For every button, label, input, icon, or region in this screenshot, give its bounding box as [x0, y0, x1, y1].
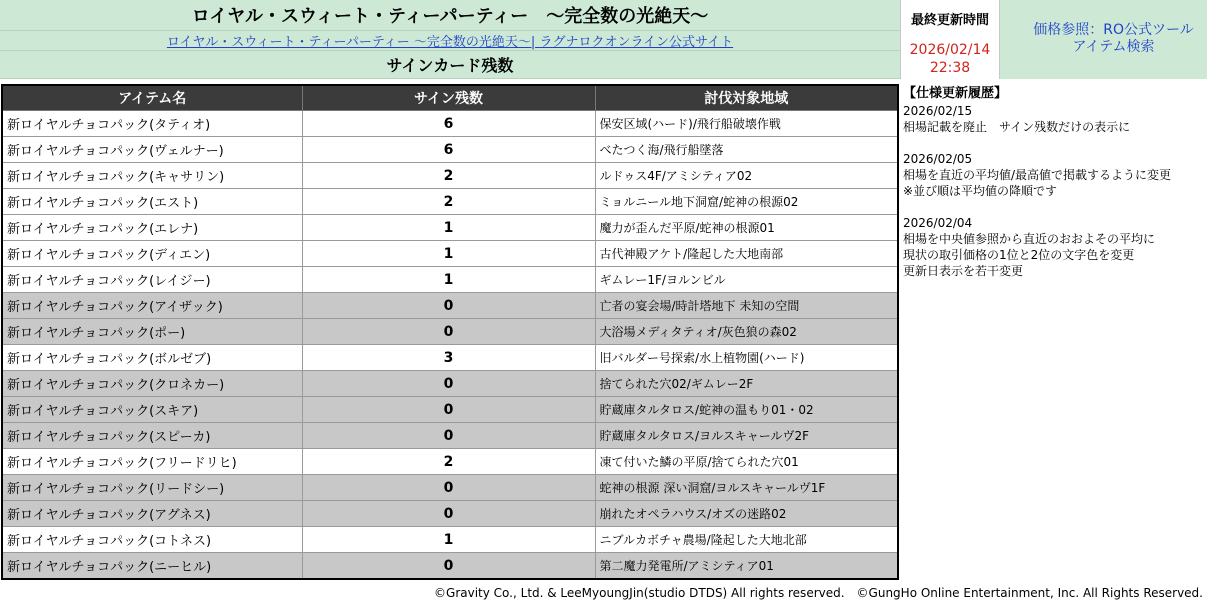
sign-count-cell: 2	[302, 449, 595, 475]
copyright-notice: ©Gravity Co., Ltd. & LeeMyoungJin(studio DTDS) All rights reserved. ©GungHo Online Entertainment, Inc. All Rights Reserved.	[434, 586, 1203, 600]
table-row	[2, 449, 898, 475]
target-area-cell: 亡者の宴会場/時計塔地下 未知の空間	[595, 293, 898, 319]
item-name-cell: 新ロイヤルチョコパック(スキア)	[2, 397, 302, 423]
history-entry-date: 2026/02/04	[903, 216, 973, 230]
target-area-cell: 古代神殿アケト/隆起した大地南部	[595, 241, 898, 267]
table-row	[2, 189, 898, 215]
sign-count-cell: 1	[302, 215, 595, 241]
table-row	[2, 267, 898, 293]
item-name-cell: 新ロイヤルチョコパック(ボルゼブ)	[2, 345, 302, 371]
history-entry-date: 2026/02/05	[903, 152, 973, 166]
sign-card-table	[1, 84, 899, 580]
item-name-cell: 新ロイヤルチョコパック(ヴェルナー)	[2, 137, 302, 163]
item-name-cell: 新ロイヤルチョコパック(レイジー)	[2, 267, 302, 293]
sign-count-cell: 0	[302, 397, 595, 423]
table-row	[2, 215, 898, 241]
target-area-cell: ミョルニール地下洞窟/蛇神の根源02	[595, 189, 898, 215]
sign-count-cell: 6	[302, 137, 595, 163]
official-site-link[interactable]: ロイヤル・スウィート・ティーパーティー ～完全数の光絶天～| ラグナロクオンライン公式サイト	[166, 35, 734, 50]
last-updated-label: 最終更新時間	[910, 13, 989, 28]
table-row	[2, 397, 898, 423]
sign-count-cell: 0	[302, 501, 595, 527]
item-name-cell: 新ロイヤルチョコパック(エスト)	[2, 189, 302, 215]
item-name-cell: 新ロイヤルチョコパック(タティオ)	[2, 111, 302, 137]
table-header-row	[2, 85, 898, 111]
header-sign-count: サイン残数	[302, 85, 595, 111]
history-entry	[903, 103, 1203, 135]
sign-count-cell: 2	[302, 189, 595, 215]
target-area-cell: 保安区域(ハード)/飛行船破壊作戦	[595, 111, 898, 137]
table-row	[2, 319, 898, 345]
history-entry-line: ※並び順は平均値の降順です	[903, 184, 1058, 198]
header-item-name: アイテム名	[2, 85, 302, 111]
table-row	[2, 501, 898, 527]
sign-count-cell: 6	[302, 111, 595, 137]
sign-count-cell: 0	[302, 293, 595, 319]
header-target-area: 討伐対象地域	[595, 85, 898, 111]
history-entry-date: 2026/02/15	[903, 104, 973, 118]
target-area-cell: ルドゥス4F/アミシティア02	[595, 163, 898, 189]
table-row	[2, 371, 898, 397]
item-name-cell: 新ロイヤルチョコパック(スピーカ)	[2, 423, 302, 449]
target-area-cell: 旧バルダー号探索/水上植物園(ハード)	[595, 345, 898, 371]
target-area-cell: 魔力が歪んだ平原/蛇神の根源01	[595, 215, 898, 241]
sign-count-cell: 0	[302, 553, 595, 580]
target-area-cell: 第二魔力発電所/アミシティア01	[595, 553, 898, 580]
table-row	[2, 345, 898, 371]
page-title: ロイヤル・スウィート・ティーパーティー ～完全数の光絶天～	[0, 0, 900, 31]
table-row	[2, 111, 898, 137]
sign-count-cell: 0	[302, 475, 595, 501]
item-name-cell: 新ロイヤルチョコパック(アグネス)	[2, 501, 302, 527]
table-row	[2, 293, 898, 319]
last-updated-date: 2026/02/14	[909, 42, 991, 58]
price-reference-line1[interactable]: 価格参照：RO公式ツール	[1033, 22, 1194, 38]
target-area-cell: 貯蔵庫タルタロス/蛇神の温もり01・02	[595, 397, 898, 423]
history-entry-line: 現状の取引価格の1位と2位の文字色を変更	[903, 248, 1135, 262]
target-area-cell: 大浴場メディタティオ/灰色狼の森02	[595, 319, 898, 345]
sign-count-cell: 0	[302, 319, 595, 345]
header-link-row	[0, 31, 900, 51]
spec-update-history	[903, 86, 1203, 295]
item-name-cell: 新ロイヤルチョコパック(アイザック)	[2, 293, 302, 319]
last-updated-box	[900, 0, 1000, 79]
history-title: 【仕様更新履歴】	[903, 86, 1008, 101]
history-entry-line: 相場を中央値参照から直近のおおよその平均に	[903, 232, 1156, 246]
sign-count-cell: 0	[302, 423, 595, 449]
target-area-cell: ニブルカボチャ農場/隆起した大地北部	[595, 527, 898, 553]
target-area-cell: 捨てられた穴02/ギムレー2F	[595, 371, 898, 397]
history-entry	[903, 151, 1203, 199]
table-row	[2, 527, 898, 553]
item-name-cell: 新ロイヤルチョコパック(ディエン)	[2, 241, 302, 267]
item-name-cell: 新ロイヤルチョコパック(コトネス)	[2, 527, 302, 553]
table-row	[2, 163, 898, 189]
table-row	[2, 423, 898, 449]
history-entry-line: 更新日表示を若干変更	[903, 264, 1024, 278]
table-row	[2, 475, 898, 501]
sign-count-cell: 1	[302, 241, 595, 267]
item-name-cell: 新ロイヤルチョコパック(フリードリヒ)	[2, 449, 302, 475]
history-entry-line: 相場を直近の平均値/最高値で掲載するように変更	[903, 168, 1172, 182]
target-area-cell: 崩れたオペラハウス/オズの迷路02	[595, 501, 898, 527]
target-area-cell: ギムレー1F/ヨルンビル	[595, 267, 898, 293]
sign-count-cell: 2	[302, 163, 595, 189]
history-entry	[903, 215, 1203, 279]
item-name-cell: 新ロイヤルチョコパック(クロネカー)	[2, 371, 302, 397]
target-area-cell: 蛇神の根源 深い洞窟/ヨルスキャールヴ1F	[595, 475, 898, 501]
target-area-cell: べたつく海/飛行船墜落	[595, 137, 898, 163]
item-name-cell: 新ロイヤルチョコパック(ニーヒル)	[2, 553, 302, 580]
target-area-cell: 凍て付いた鱗の平原/捨てられた穴01	[595, 449, 898, 475]
table-row	[2, 241, 898, 267]
sign-count-cell: 0	[302, 371, 595, 397]
table-row	[2, 553, 898, 580]
section-title: サインカード残数	[0, 51, 900, 79]
last-updated-time: 22:38	[929, 60, 971, 76]
target-area-cell: 貯蔵庫タルタロス/ヨルスキャールヴ2F	[595, 423, 898, 449]
price-reference-line2[interactable]: アイテム検索	[1072, 39, 1155, 55]
item-name-cell: 新ロイヤルチョコパック(エレナ)	[2, 215, 302, 241]
item-name-cell: 新ロイヤルチョコパック(キャサリン)	[2, 163, 302, 189]
item-name-cell: 新ロイヤルチョコパック(リードシー)	[2, 475, 302, 501]
price-reference-link[interactable]	[1000, 0, 1207, 79]
sign-count-cell: 1	[302, 527, 595, 553]
table-row	[2, 137, 898, 163]
sign-count-cell: 1	[302, 267, 595, 293]
item-name-cell: 新ロイヤルチョコパック(ポー)	[2, 319, 302, 345]
history-entry-line: 相場記載を廃止 サイン残数だけの表示に	[903, 120, 1131, 134]
sign-count-cell: 3	[302, 345, 595, 371]
